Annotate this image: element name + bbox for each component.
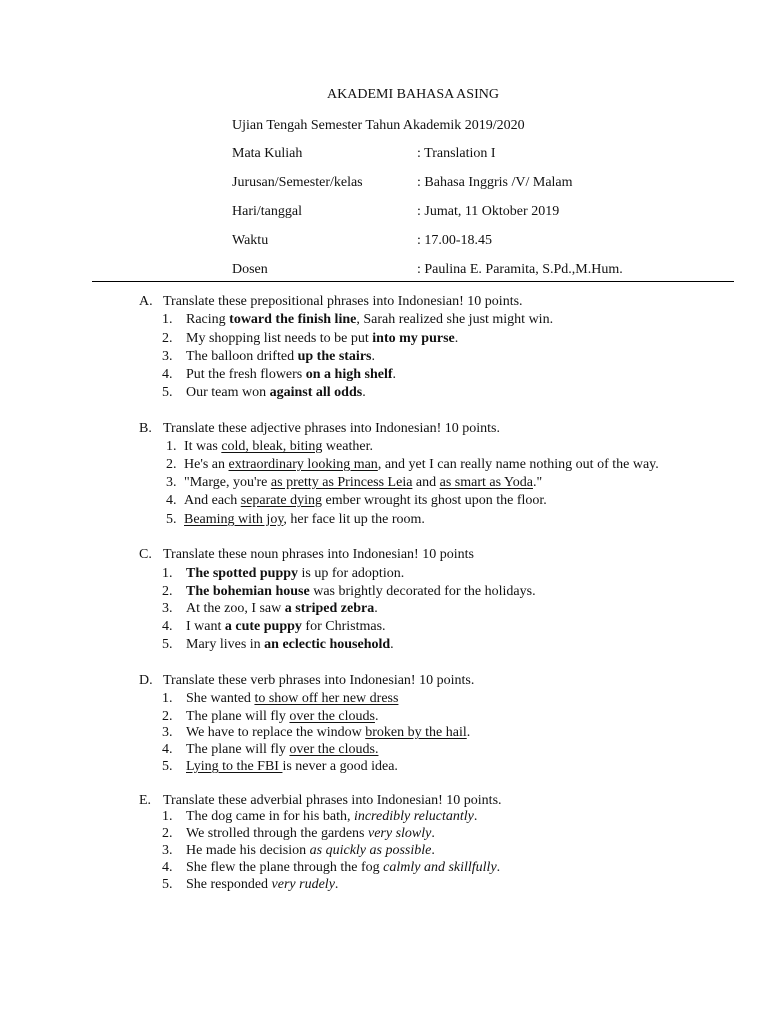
section-instruction: Translate these verb phrases into Indonesian! 10 points. [163, 673, 475, 688]
underlined-phrase: extraordinary looking man [228, 457, 378, 472]
item-text: . [371, 349, 375, 364]
bold-phrase: against all odds [269, 385, 363, 400]
underlined-phrase: over the clouds [289, 709, 375, 724]
italic-phrase: as quickly as possible [309, 843, 432, 858]
bold-phrase: The bohemian house [186, 584, 310, 599]
section-b-heading [139, 420, 500, 438]
section-letter: A. [139, 294, 153, 309]
item-text: ." [532, 475, 543, 490]
item-text: . [431, 826, 435, 841]
underlined-phrase: over the clouds. [289, 742, 379, 757]
question-item [162, 724, 470, 742]
item-number: 3. [162, 601, 173, 616]
question-item [166, 456, 659, 474]
underlined-phrase: separate dying [240, 493, 323, 508]
italic-phrase: calmly and skillfully [383, 860, 497, 875]
item-text: The plane will fly [186, 709, 290, 724]
field-label-department: Jurusan/Semester/kelas [232, 175, 363, 190]
section-letter: B. [139, 421, 152, 436]
section-instruction: Translate these prepositional phrases into Indonesian! 10 points. [163, 294, 523, 309]
question-item [162, 758, 398, 776]
item-text: The plane will fly [186, 742, 290, 757]
italic-phrase: very rudely [271, 877, 335, 892]
bold-phrase: a striped zebra [284, 601, 375, 616]
question-item [162, 690, 398, 708]
italic-phrase: very slowly [368, 826, 432, 841]
question-item [162, 565, 404, 583]
item-text: weather. [322, 439, 373, 454]
question-item [162, 600, 378, 618]
item-text: "Marge, you're [184, 475, 271, 490]
item-text: . [466, 725, 471, 740]
item-text: And each [184, 493, 241, 508]
question-item [162, 384, 366, 402]
item-number: 5. [162, 759, 173, 774]
bold-phrase: up the stairs [297, 349, 372, 364]
question-item [162, 366, 396, 384]
bold-phrase: into my purse [372, 331, 455, 346]
field-value-date: : Jumat, 11 Oktober 2019 [417, 204, 560, 219]
item-text: . [374, 601, 378, 616]
field-label-course: Mata Kuliah [232, 146, 303, 161]
underlined-phrase: as pretty as Princess Leia [270, 475, 413, 490]
item-number: 2. [162, 709, 173, 724]
item-text: Mary lives in [186, 637, 265, 652]
item-number: 1. [162, 566, 173, 581]
bold-phrase: on a high shelf [305, 367, 393, 382]
item-number: 3. [162, 725, 173, 740]
question-item [162, 859, 500, 877]
field-label-date: Hari/tanggal [232, 204, 302, 219]
item-text: She wanted [186, 691, 255, 706]
item-number: 5. [162, 877, 173, 892]
item-number: 5. [162, 637, 173, 652]
question-item [162, 636, 394, 654]
item-number: 3. [166, 475, 177, 490]
item-text: . [496, 860, 501, 875]
question-item [166, 511, 425, 529]
item-text: and [412, 475, 440, 490]
bold-phrase: an eclectic household [264, 637, 391, 652]
item-text: . [431, 843, 435, 858]
field-value-time: : 17.00-18.45 [417, 233, 493, 248]
item-number: 1. [162, 312, 173, 327]
item-text: ember wrought its ghost upon the floor. [322, 493, 547, 508]
item-text: . [362, 385, 366, 400]
section-instruction: Translate these adjective phrases into Indonesian! 10 points. [163, 421, 500, 436]
field-label-time: Waktu [232, 233, 269, 248]
item-number: 4. [162, 619, 173, 634]
section-c-heading [139, 546, 474, 564]
item-number: 4. [162, 742, 173, 757]
field-value-course: : Translation I [417, 146, 496, 161]
question-item [162, 311, 553, 329]
header-divider [92, 281, 734, 282]
section-letter: E. [139, 793, 152, 808]
question-item [162, 583, 536, 601]
italic-phrase: incredibly reluctantly [353, 809, 474, 824]
field-value-lecturer: : Paulina E. Paramita, S.Pd.,M.Hum. [417, 262, 623, 277]
item-number: 3. [162, 843, 173, 858]
item-number: 2. [166, 457, 177, 472]
item-text: I want [186, 619, 225, 634]
item-text: My shopping list needs to be put [186, 331, 373, 346]
question-item [166, 492, 547, 510]
question-item [166, 438, 373, 456]
item-text: Our team won [186, 385, 270, 400]
underlined-phrase: to show off her new dress [254, 691, 399, 706]
question-item [162, 808, 477, 826]
item-text: The dog came in for his bath, [186, 809, 354, 824]
item-text: . [473, 809, 478, 824]
bold-phrase: The spotted puppy [186, 566, 299, 581]
underlined-phrase: cold, bleak, biting [221, 439, 323, 454]
item-number: 3. [162, 349, 173, 364]
section-a-heading [139, 293, 523, 311]
item-text: , and yet I can really name nothing out of the way. [377, 457, 659, 472]
underlined-phrase: Beaming with joy [184, 512, 284, 527]
item-text: She flew the plane through the fog [186, 860, 384, 875]
bold-phrase: toward the finish line [229, 312, 357, 327]
item-text: We have to replace the window [186, 725, 366, 740]
item-text: He's an [184, 457, 229, 472]
question-item [162, 876, 338, 894]
item-number: 2. [162, 826, 173, 841]
question-item [166, 474, 542, 492]
institution-title: AKADEMI BAHASA ASING [327, 87, 499, 102]
item-text: It was [184, 439, 222, 454]
exam-title: Ujian Tengah Semester Tahun Akademik 2019/2020 [232, 118, 525, 133]
item-text: . [454, 331, 459, 346]
item-text: , Sarah realized she just might win. [356, 312, 554, 327]
underlined-phrase: broken by the hail [365, 725, 467, 740]
question-item [162, 741, 378, 759]
item-text: She responded [186, 877, 272, 892]
item-text: for Christmas. [301, 619, 386, 634]
item-number: 1. [162, 809, 173, 824]
item-text: is never a good idea. [282, 759, 398, 774]
bold-phrase: a cute puppy [224, 619, 302, 634]
item-number: 2. [162, 331, 173, 346]
underlined-phrase: as smart as Yoda [439, 475, 533, 490]
item-number: 4. [162, 860, 173, 875]
item-number: 1. [162, 691, 173, 706]
section-d-heading [139, 672, 474, 690]
item-number: 5. [166, 512, 177, 527]
item-text: At the zoo, I saw [186, 601, 285, 616]
question-item [162, 825, 435, 843]
section-letter: D. [139, 673, 153, 688]
question-item [162, 330, 458, 348]
field-label-lecturer: Dosen [232, 262, 268, 277]
section-instruction: Translate these adverbial phrases into Indonesian! 10 points. [163, 793, 502, 808]
item-text: . [334, 877, 339, 892]
item-text: , her face lit up the room. [283, 512, 425, 527]
question-item [162, 618, 386, 636]
question-item [162, 842, 435, 860]
item-number: 2. [162, 584, 173, 599]
item-text: The balloon drifted [186, 349, 298, 364]
item-text: Put the fresh flowers [186, 367, 306, 382]
item-text: . [374, 709, 379, 724]
item-text: Racing [186, 312, 230, 327]
item-number: 4. [162, 367, 173, 382]
item-text: . [390, 637, 394, 652]
item-number: 5. [162, 385, 173, 400]
item-number: 4. [166, 493, 177, 508]
item-text: We strolled through the gardens [186, 826, 368, 841]
item-number: 1. [166, 439, 177, 454]
question-item [162, 348, 375, 366]
section-letter: C. [139, 547, 152, 562]
item-text: is up for adoption. [298, 566, 405, 581]
field-value-department: : Bahasa Inggris /V/ Malam [417, 175, 573, 190]
underlined-phrase: Lying to the FBI [186, 759, 283, 774]
item-text: He made his decision [186, 843, 310, 858]
section-instruction: Translate these noun phrases into Indonesian! 10 points [163, 547, 474, 562]
item-text: was brightly decorated for the holidays. [309, 584, 536, 599]
item-text: . [392, 367, 397, 382]
